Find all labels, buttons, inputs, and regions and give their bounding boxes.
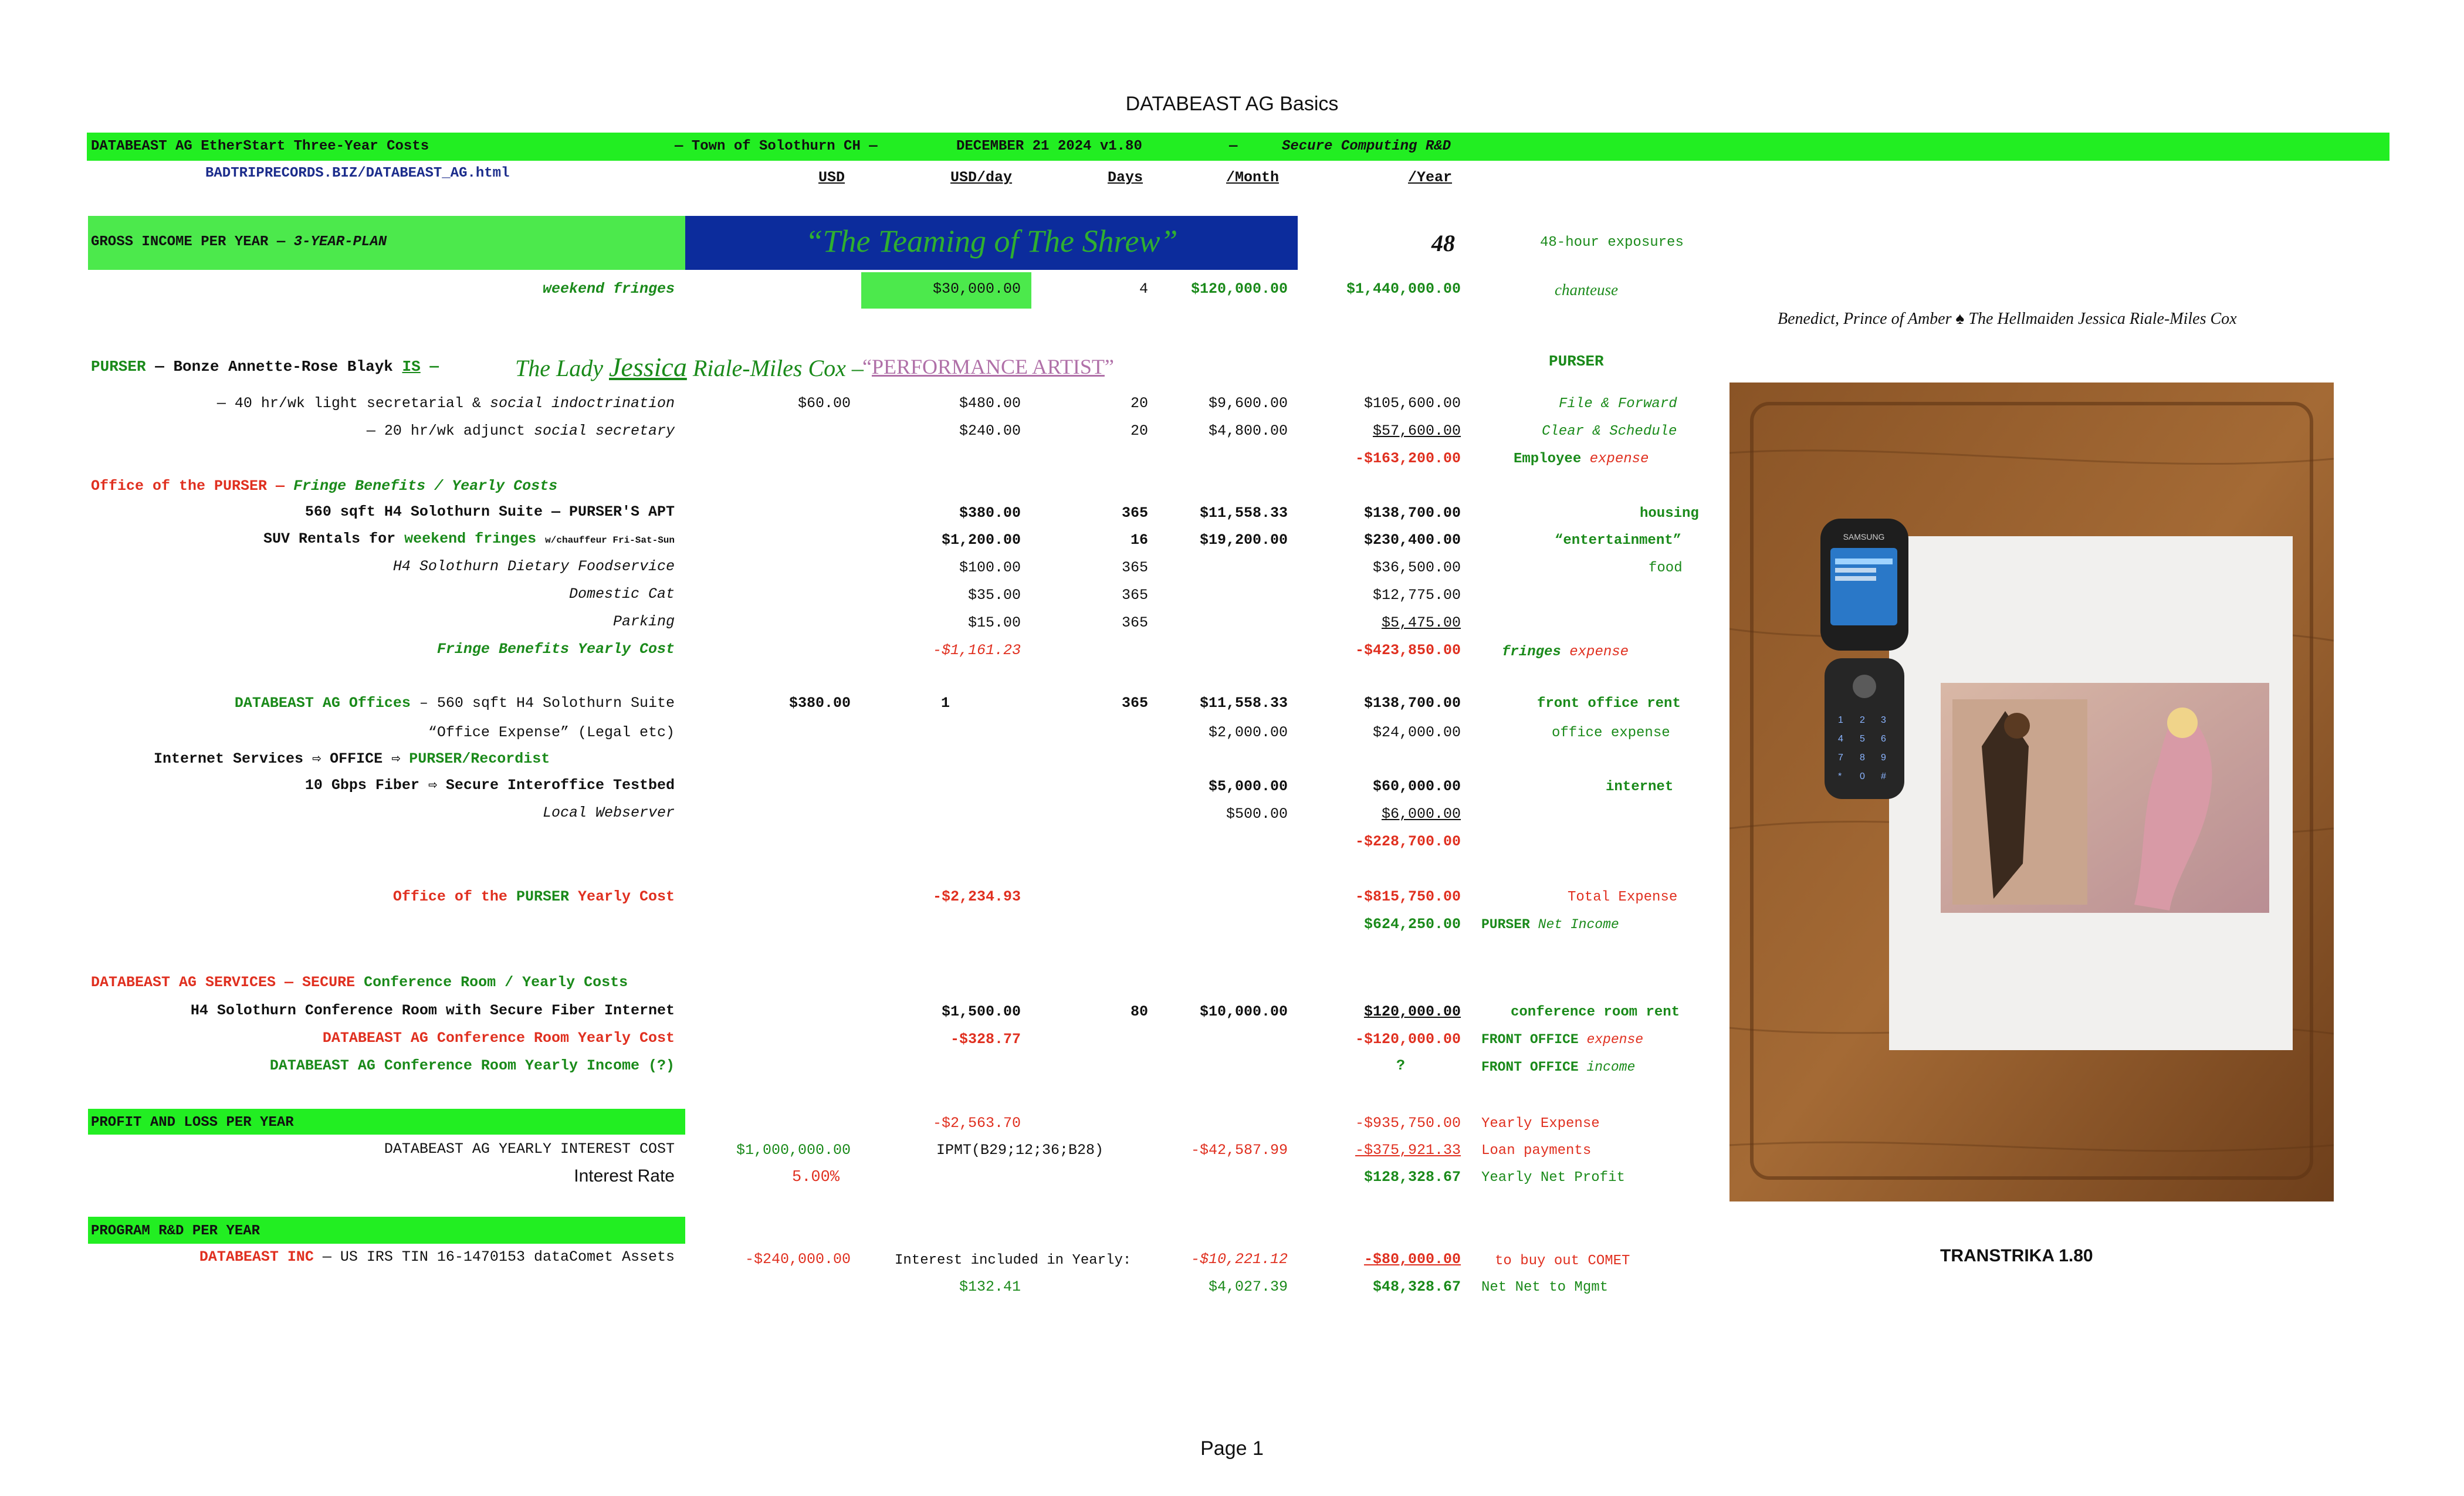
- interest-formula: IPMT(B29;12;36;B28): [936, 1142, 1104, 1159]
- interest-year: -$375,921.33: [1355, 1142, 1461, 1159]
- room-cost-label: DATABEAST AG Conference Room Yearly Cost: [322, 1030, 675, 1047]
- header-band: [87, 133, 2389, 161]
- fringe-row-2-label-small: w/chauffeur Fri-Sat-Sun: [545, 535, 675, 546]
- fringe-heading: [91, 479, 557, 493]
- purser-surname: Riale-Miles Cox –: [692, 355, 864, 381]
- office-total-label-a: Office of the: [392, 888, 507, 905]
- office-net-note: [1481, 918, 1619, 932]
- purser-row-1-usd-day: $480.00: [959, 395, 1021, 412]
- purser-row-1-usd: $60.00: [797, 395, 851, 412]
- fringe-row-2-usd-day: $1,200.00: [941, 532, 1021, 549]
- program-note2: Net Net to Mgmt: [1481, 1280, 1609, 1295]
- purser-row-2-month: $4,800.00: [1208, 422, 1288, 439]
- photo-caption: TRANSTRIKA 1.80: [1940, 1246, 2093, 1265]
- room-day: $1,500.00: [941, 1003, 1021, 1020]
- offices-month: $11,558.33: [1199, 695, 1288, 712]
- fringes-label: weekend fringes: [542, 280, 675, 297]
- purser-lady-title: The Lady: [515, 355, 603, 381]
- pnl-note: Yearly Expense: [1481, 1116, 1600, 1132]
- office-expense-month: $2,000.00: [1208, 724, 1288, 741]
- office-expense-year: $24,000.00: [1372, 724, 1461, 741]
- rate-label: Interest Rate: [574, 1166, 675, 1186]
- room-label: H4 Solothurn Conference Room with Secure Fiber Internet: [190, 1002, 675, 1019]
- purser-row-1-note: File & Forward: [1559, 396, 1677, 412]
- purser-right-label: PURSER: [1549, 353, 1604, 370]
- purser-performance: “PERFORMANCE ARTIST”: [862, 355, 1114, 378]
- svg-text:5: 5: [1860, 734, 1865, 744]
- fringe-row-1-month: $11,558.33: [1199, 505, 1288, 522]
- fringe-total-label: Fringe Benefits Yearly Cost: [436, 641, 675, 658]
- room-cost-year: -$120,000.00: [1355, 1031, 1461, 1048]
- fringe-heading-green: Fringe Benefits / Yearly Costs: [293, 478, 558, 495]
- svg-text:1: 1: [1838, 715, 1843, 725]
- program-included: Interest included in Yearly:: [895, 1253, 1132, 1268]
- fringes-usd-day: $30,000.00: [932, 280, 1021, 297]
- svg-text:#: #: [1881, 771, 1886, 781]
- room-days: 80: [1130, 1003, 1148, 1020]
- fringe-row-3-label: H4 Solothurn Dietary Foodservice: [392, 558, 675, 575]
- program-year2: $48,328.67: [1372, 1278, 1461, 1295]
- room-cost-note-i: expense: [1586, 1032, 1644, 1047]
- purser-dash: —: [429, 358, 439, 375]
- fringe-row-5-usd-day: $15.00: [967, 614, 1021, 631]
- pnl-year: -$935,750.00: [1355, 1115, 1461, 1132]
- gross-label: [91, 235, 387, 249]
- offices-label-green: DATABEAST AG Offices: [234, 695, 411, 712]
- purser-row-1-month: $9,600.00: [1208, 395, 1288, 412]
- purser-row-2-year: $57,600.00: [1372, 422, 1461, 439]
- fringe-row-1-usd-day: $380.00: [959, 505, 1021, 522]
- fringe-row-2-label-green: weekend fringes: [404, 530, 537, 547]
- program-label: [199, 1250, 675, 1264]
- offices-usd: $380.00: [788, 695, 851, 712]
- purser-total-note-b: Employee: [1514, 451, 1582, 467]
- purser-label: PURSER: [91, 358, 146, 375]
- pnl-day: -$2,563.70: [932, 1115, 1021, 1132]
- pnl-heading: PROFIT AND LOSS PER YEAR: [91, 1115, 294, 1131]
- program-year: -$80,000.00: [1363, 1251, 1461, 1268]
- rate-value: 5.00%: [792, 1169, 840, 1186]
- office-total-label-b: PURSER: [516, 888, 569, 905]
- room-note: conference room rent: [1511, 1004, 1680, 1020]
- internet-services-b: PURSER/Recordist: [409, 750, 550, 767]
- interest-label: DATABEAST AG YEARLY INTEREST COST: [384, 1140, 675, 1157]
- fringe-heading-red: Office of the PURSER —: [91, 478, 285, 495]
- purser-row-2-label: [367, 424, 675, 438]
- svg-text:9: 9: [1881, 753, 1886, 763]
- fringes-days: 4: [1139, 280, 1148, 297]
- program-month: -$10,221.12: [1190, 1251, 1288, 1268]
- room-cost-day: -$328.77: [950, 1031, 1021, 1048]
- fringe-row-1-label: 560 sqft H4 Solothurn Suite — PURSER'S APT: [304, 503, 675, 520]
- office-net-note-i: Net Income: [1538, 917, 1619, 932]
- purser-performance-text[interactable]: PERFORMANCE ARTIST: [871, 355, 1105, 378]
- header-town: — Town of Solothurn CH —: [675, 138, 878, 154]
- webserver-month: $500.00: [1226, 805, 1288, 823]
- svg-text:0: 0: [1860, 771, 1865, 781]
- svg-text:3: 3: [1881, 715, 1886, 725]
- office-total-label: [393, 889, 675, 904]
- room-income-year: ?: [1396, 1057, 1406, 1074]
- office-expense-note: office expense: [1552, 725, 1670, 741]
- room-income-label: DATABEAST AG Conference Room Yearly Income (?): [269, 1057, 675, 1074]
- fringe-row-2-month: $19,200.00: [1199, 532, 1288, 549]
- purser-row-1-year: $105,600.00: [1363, 395, 1461, 412]
- office-total-note: Total Expense: [1568, 889, 1678, 905]
- svg-text:*: *: [1838, 771, 1842, 781]
- program-label-red: DATABEAST INC: [199, 1248, 314, 1265]
- fiber-label: 10 Gbps Fiber ⇨ Secure Interoffice Testbed: [304, 777, 675, 794]
- purser-row-2-note: Clear & Schedule: [1542, 424, 1677, 439]
- fringe-row-5-year: $5,475.00: [1381, 614, 1461, 631]
- fringe-row-2-label-a: SUV Rentals for: [263, 530, 396, 547]
- photo-illustration: [1729, 383, 2334, 1201]
- col-usd: USD: [818, 169, 845, 186]
- fiber-note: internet: [1606, 779, 1674, 795]
- photo-top-caption: Benedict, Prince of Amber ♠ The Hellmaiden Jessica Riale-Miles Cox: [1778, 310, 2237, 328]
- fringe-row-2-label: [263, 532, 675, 546]
- photo: [1729, 383, 2334, 1201]
- purser-row-1-label-b: social indoctrination: [489, 395, 675, 412]
- fringe-row-1-note: housing: [1640, 506, 1699, 522]
- page-footer: Page 1: [1200, 1437, 1264, 1460]
- room-year: $120,000.00: [1363, 1003, 1461, 1020]
- purser-row-1-label: [217, 396, 675, 411]
- fringe-row-2-days: 16: [1130, 532, 1148, 549]
- gross-note: 48-hour exposures: [1540, 235, 1684, 251]
- fringe-row-2-note: “entertainment”: [1555, 533, 1682, 549]
- purser-lady: [515, 354, 864, 381]
- fringe-row-2-year: $230,400.00: [1363, 532, 1461, 549]
- purser-line: [91, 359, 439, 374]
- office-total-day: -$2,234.93: [932, 888, 1021, 905]
- offices-label: [235, 696, 675, 710]
- fringes-note: chanteuse: [1555, 281, 1618, 299]
- purser-total-note: [1514, 452, 1649, 466]
- fringe-row-5-label: Parking: [612, 613, 675, 630]
- purser-total-note-i: expense: [1589, 451, 1649, 467]
- col-month: /Month: [1226, 169, 1280, 186]
- room-cost-note: [1481, 1033, 1643, 1047]
- offices-days: 365: [1121, 695, 1148, 712]
- fringe-row-3-days: 365: [1121, 559, 1148, 576]
- room-income-note-i: income: [1586, 1060, 1636, 1075]
- fringe-row-1-year: $138,700.00: [1363, 505, 1461, 522]
- fringe-total-note-i: expense: [1569, 644, 1629, 660]
- program-day2: $132.41: [959, 1278, 1021, 1295]
- purser-name: — Bonze Annette-Rose Blayk: [155, 358, 393, 375]
- internet-services: [154, 752, 550, 766]
- fringe-total-year: -$423,850.00: [1355, 642, 1461, 659]
- offices-label-rest: – 560 sqft H4 Solothurn Suite: [419, 695, 675, 712]
- fringe-row-4-year: $12,775.00: [1372, 587, 1461, 604]
- webserver-label: Local Webserver: [542, 804, 675, 821]
- profit-note: Yearly Net Profit: [1481, 1170, 1625, 1186]
- office-total-label-c: Yearly Cost: [577, 888, 675, 905]
- office-total-year: -$815,750.00: [1355, 888, 1461, 905]
- room-income-note: [1481, 1061, 1635, 1074]
- svg-text:8: 8: [1860, 753, 1865, 763]
- offices-note: front office rent: [1537, 696, 1681, 712]
- purser-is: IS: [402, 358, 421, 375]
- offices-qty: 1: [941, 695, 950, 712]
- room-cost-note-b: FRONT OFFICE: [1481, 1032, 1579, 1047]
- webserver-year: $6,000.00: [1381, 805, 1461, 823]
- office-net-year: $624,250.00: [1363, 916, 1461, 933]
- office-net-note-b: PURSER: [1481, 917, 1530, 932]
- header-left: DATABEAST AG EtherStart Three-Year Costs: [91, 138, 429, 154]
- svg-text:2: 2: [1860, 715, 1865, 725]
- interest-month: -$42,587.99: [1190, 1142, 1288, 1159]
- svg-text:7: 7: [1838, 753, 1843, 763]
- interest-usd: $1,000,000.00: [736, 1142, 851, 1159]
- interest-note: Loan payments: [1481, 1143, 1592, 1159]
- purser-row-2-label-a: — 20 hr/wk adjunct: [366, 422, 525, 439]
- gross-number: 48: [1431, 230, 1455, 256]
- profit-year: $128,328.67: [1363, 1169, 1461, 1186]
- gross-label-main: GROSS INCOME PER YEAR —: [91, 234, 286, 250]
- header-url[interactable]: BADTRIPRECORDS.BIZ/DATABEAST_AG.html: [205, 165, 510, 181]
- fringes-year: $1,440,000.00: [1346, 280, 1461, 297]
- gross-banner-text: “The Teaming of The Shrew”: [805, 224, 1178, 259]
- header-date: DECEMBER 21 2024 v1.80: [956, 138, 1142, 154]
- purser-total-year: -$163,200.00: [1355, 450, 1461, 467]
- page-title: DATABEAST AG Basics: [1125, 93, 1339, 115]
- program-heading: PROGRAM R&D PER YEAR: [91, 1223, 260, 1239]
- purser-row-2-days: 20: [1130, 422, 1148, 439]
- purser-jessica: Jessica: [609, 352, 687, 382]
- services-heading-green: Conference Room / Yearly Costs: [364, 974, 628, 991]
- header-right: Secure Computing R&D: [1282, 138, 1451, 154]
- program-label-rest: — US IRS TIN 16-1470153 dataComet Assets: [322, 1248, 675, 1265]
- room-month: $10,000.00: [1199, 1003, 1288, 1020]
- col-days: Days: [1108, 169, 1143, 186]
- phone-brand-text: SAMSUNG: [1843, 532, 1885, 541]
- fringe-row-5-days: 365: [1121, 614, 1148, 631]
- fringe-row-3-note: food: [1649, 560, 1683, 576]
- internet-services-a: Internet Services ⇨ OFFICE ⇨: [154, 750, 401, 767]
- fringe-row-4-days: 365: [1121, 587, 1148, 604]
- fringe-row-4-usd-day: $35.00: [967, 587, 1021, 604]
- purser-row-1-label-a: — 40 hr/wk light secretarial &: [216, 395, 481, 412]
- offices-year: $138,700.00: [1363, 695, 1461, 712]
- purser-row-2-usd-day: $240.00: [959, 422, 1021, 439]
- fringe-total-note: [1502, 645, 1629, 659]
- program-usd: -$240,000.00: [744, 1251, 851, 1268]
- fringe-row-1-days: 365: [1121, 505, 1148, 522]
- program-note: to buy out COMET: [1495, 1253, 1630, 1269]
- office-expense-label: “Office Expense” (Legal etc): [428, 724, 675, 741]
- offices-total-year: -$228,700.00: [1355, 833, 1461, 850]
- purser-row-2-label-b: social secretary: [533, 422, 675, 439]
- fringe-total-note-b: fringes: [1502, 644, 1561, 660]
- fringe-total-day: -$1,161.23: [932, 642, 1021, 659]
- header-dash: —: [1229, 138, 1238, 154]
- purser-row-1-days: 20: [1130, 395, 1148, 412]
- fringe-row-3-usd-day: $100.00: [959, 559, 1021, 576]
- fiber-year: $60,000.00: [1372, 778, 1461, 795]
- room-income-note-b: FRONT OFFICE: [1481, 1060, 1579, 1075]
- services-heading: [91, 975, 628, 990]
- gross-label-plan: 3-YEAR-PLAN: [293, 234, 387, 250]
- program-month2: $4,027.39: [1208, 1278, 1288, 1295]
- col-usd-day: USD/day: [950, 169, 1013, 186]
- fringe-row-3-year: $36,500.00: [1372, 559, 1461, 576]
- svg-text:6: 6: [1881, 734, 1886, 744]
- fringes-month: $120,000.00: [1190, 280, 1288, 297]
- fringe-row-4-label: Domestic Cat: [568, 585, 675, 603]
- col-year: /Year: [1408, 169, 1453, 186]
- svg-text:4: 4: [1838, 734, 1843, 744]
- fiber-month: $5,000.00: [1208, 778, 1288, 795]
- services-heading-red: DATABEAST AG SERVICES — SECURE: [91, 974, 356, 991]
